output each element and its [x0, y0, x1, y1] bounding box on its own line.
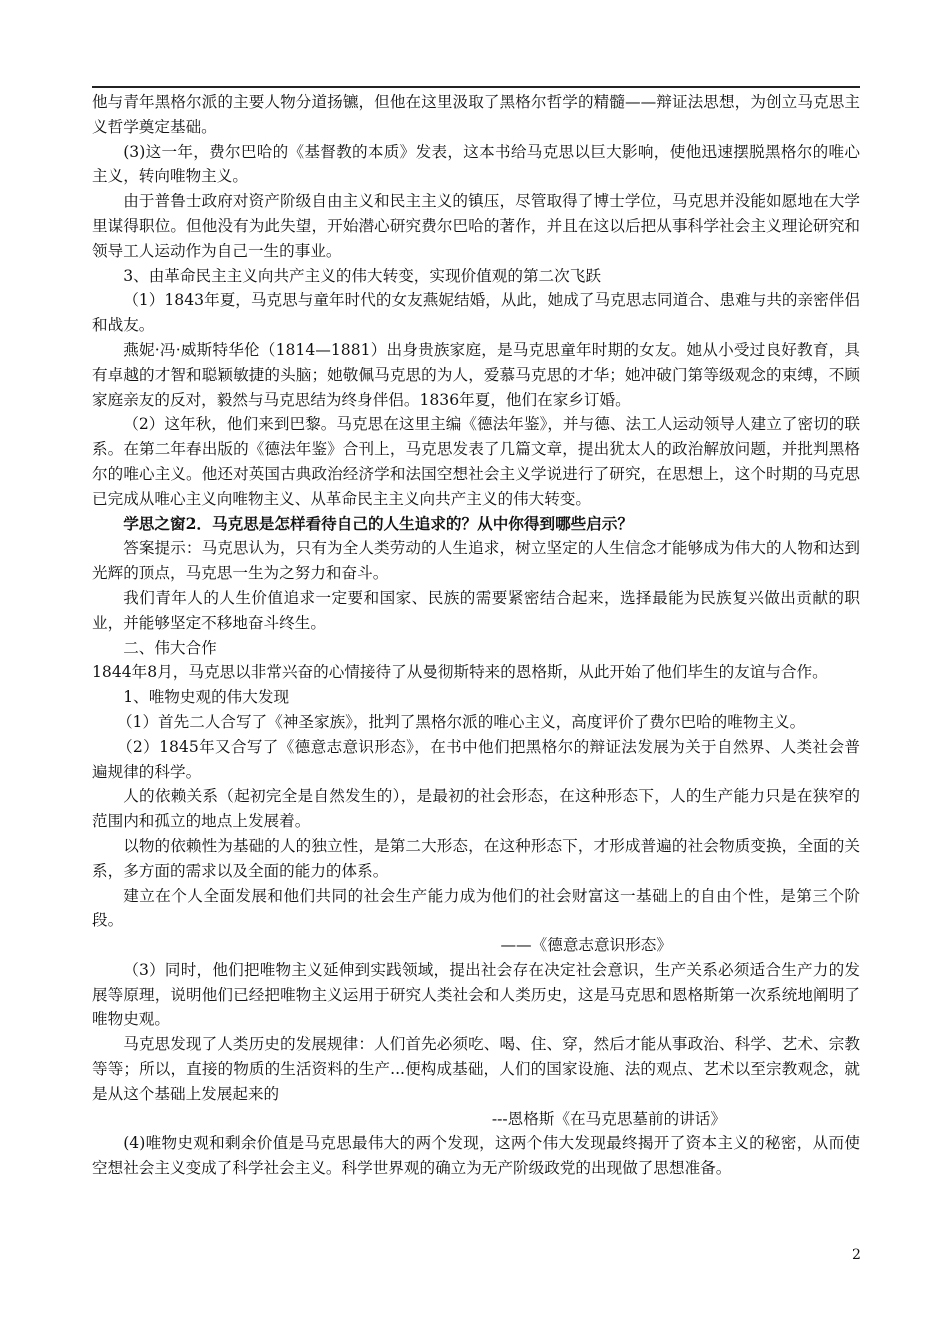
quote-attribution: ——《德意志意识形态》	[500, 936, 672, 955]
paragraph: （2）1845年又合写了《德意志意识形态》，在书中他们把黑格尔的辩证法发展为关于自然界、人类社会普遍规律的科学。	[92, 737, 860, 781]
page-body	[92, 90, 860, 1181]
quote-paragraph: 人的依赖关系（起初完全是自然发生的），是最初的社会形态，在这种形态下，人的生产能力只是在狭窄的范围内和孤立的地点上发展着。	[92, 787, 860, 831]
paragraph: (3)这一年，费尔巴哈的《基督教的本质》发表，这本书给马克思以巨大影响，使他迅速摆脱黑格尔的唯心主义，转向唯物主义。	[92, 142, 860, 186]
answer-paragraph: 答案提示：马克思认为，只有为全人类劳动的人生追求，树立坚定的人生信念才能够成为伟大的人物和达到光辉的顶点，马克思一生为之努力和奋斗。	[92, 539, 860, 583]
section-heading: 3、由革命民主主义向共产主义的伟大转变，实现价值观的第二次飞跃	[123, 266, 601, 285]
page-number: 2	[852, 1247, 861, 1263]
paragraph: 我们青年人的人生价值追求一定要和国家、民族的需要紧密结合起来，选择最能为民族复兴做出贡献的职业，并能够坚定不移地奋斗终生。	[92, 588, 860, 632]
paragraph: 1844年8月，马克思以非常兴奋的心情接待了从曼彻斯特来的恩格斯，从此开始了他们毕生的友谊与合作。	[92, 663, 828, 682]
quote-paragraph: 马克思发现了人类历史的发展规律：人们首先必须吃、喝、住、穿，然后才能从事政治、科学、艺术、宗教等等；所以，直接的物质的生活资料的生产...便构成基础，人们的国家设施、法的观点、艺术以至宗教观念，就是从这个基础上发展起来的	[92, 1035, 860, 1103]
header-rule	[92, 86, 860, 88]
paragraph: （2）这年秋，他们来到巴黎。马克思在这里主编《德法年鉴》，并与德、法工人运动领导人建立了密切的联系。在第二年春出版的《德法年鉴》合刊上，马克思发表了几篇文章，提出犹太人的政治解放问题，并批判黑格尔的唯心主义。他还对英国古典政治经济学和法国空想社会主义学说进行了研究，在思想上，这个时期的马克思已完成从唯心主义向唯物主义、从革命民主主义向共产主义的伟大转变。	[92, 415, 860, 508]
paragraph: （1）1843年夏，马克思与童年时代的女友燕妮结婚，从此，她成了马克思志同道合、患难与共的亲密伴侣和战友。	[92, 291, 860, 335]
question-heading: 学思之窗2．马克思是怎样看待自己的人生追求的？从中你得到哪些启示？	[123, 513, 634, 533]
paragraph: 燕妮·冯·威斯特华伦（1814—1881）出身贵族家庭，是马克思童年时期的女友。她从小受过良好教育，具有卓越的才智和聪颖敏捷的头脑；她敬佩马克思的为人，爱慕马克思的才华；她冲破门第等级观念的束缚，不顾家庭亲友的反对，毅然与马克思结为终身伴侣。1836年夏，他们在家乡订婚。	[92, 340, 860, 409]
quote-paragraph: 建立在个人全面发展和他们共同的社会生产能力成为他们的社会财富这一基础上的自由个性，是第三个阶段。	[92, 886, 860, 930]
paragraph: （1）首先二人合写了《神圣家族》，批判了黑格尔派的唯心主义，高度评价了费尔巴哈的唯物主义。	[116, 712, 806, 731]
paragraph: (4)唯物史观和剩余价值是马克思最伟大的两个发现，这两个伟大发现最终揭开了资本主义的秘密，从而使空想社会主义变成了科学社会主义。科学世界观的确立为无产阶级政党的出现做了思想准备。	[92, 1134, 860, 1178]
paragraph: 由于普鲁士政府对资产阶级自由主义和民主主义的镇压，尽管取得了博士学位，马克思并没能如愿地在大学里谋得职位。但他没有为此失望，开始潜心研究费尔巴哈的著作，并且在这以后把从事科学社会主义理论研究和领导工人运动作为自己一生的事业。	[92, 192, 860, 260]
paragraph: 他与青年黑格尔派的主要人物分道扬镳，但他在这里汲取了黑格尔哲学的精髓——辩证法思想，为创立马克思主义哲学奠定基础。	[92, 93, 860, 136]
section-heading: 1、唯物史观的伟大发现	[123, 688, 290, 707]
paragraph: （3）同时，他们把唯物主义延伸到实践领域，提出社会存在决定社会意识，生产关系必须适合生产力的发展等原理，说明他们已经把唯物主义运用于研究人类社会和人类历史，这是马克思和恩格斯第一次系统地阐明了唯物史观。	[92, 960, 861, 1029]
section-heading: 二、伟大合作	[123, 638, 217, 657]
quote-paragraph: 以物的依赖性为基础的人的独立性，是第二大形态，在这种形态下，才形成普遍的社会物质变换，全面的关系，多方面的需求以及全面的能力的体系。	[92, 836, 860, 880]
quote-attribution: ---恩格斯《在马克思墓前的讲话》	[491, 1109, 726, 1128]
